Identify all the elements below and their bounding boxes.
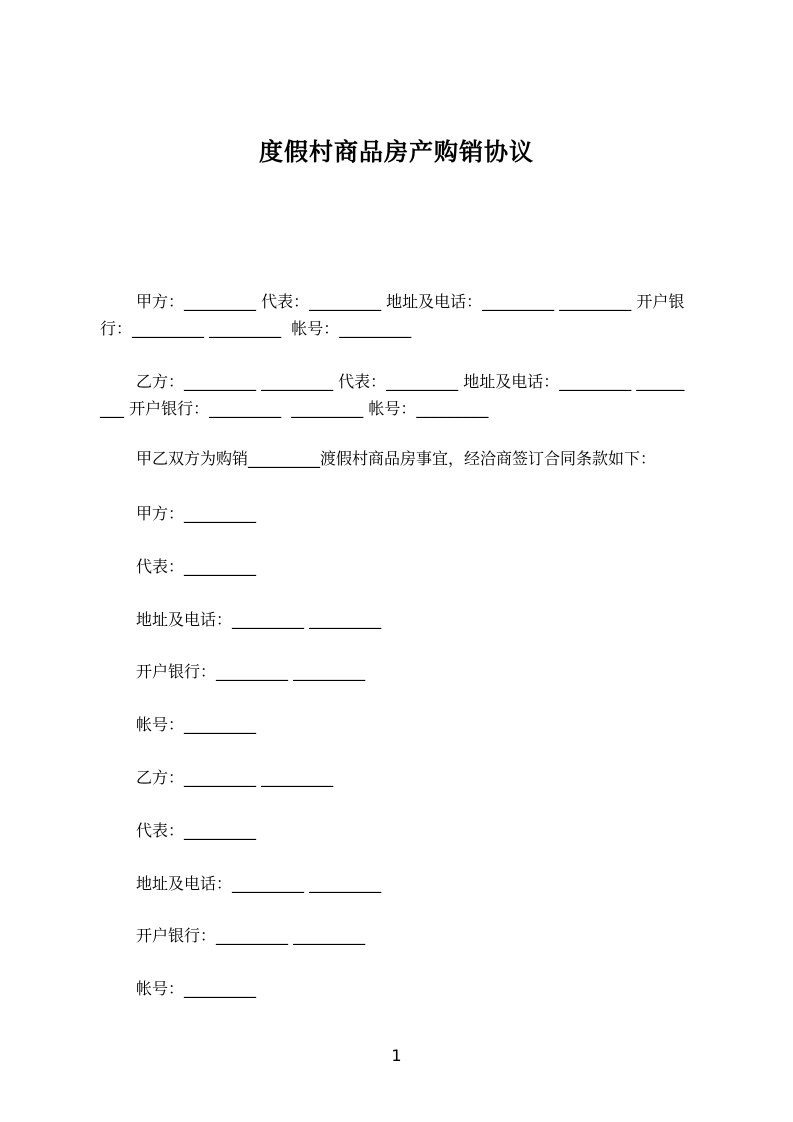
party-b-intro-paragraph xyxy=(100,368,704,422)
field-line-address-phone-b: 地址及电话：_________ _________ xyxy=(136,873,382,893)
party-a-intro-paragraph xyxy=(100,288,704,342)
contract-field-list xyxy=(100,500,704,1028)
party-a-intro-line-1: 甲方：_________ 代表：_________ 地址及电话：_________ _________ 开户银 xyxy=(136,292,685,311)
party-b-intro-line-1: 乙方：_________ _________ 代表：_________ 地址及电话：_________ ______ xyxy=(136,372,685,391)
field-line-bank-b: 开户银行：_________ _________ xyxy=(136,926,366,946)
field-line-representative-a: 代表：_________ xyxy=(136,556,257,576)
agreement-clause-paragraph xyxy=(100,445,704,472)
field-line-bank-a: 开户银行：_________ _________ xyxy=(136,662,366,682)
field-line-party-a: 甲方：_________ xyxy=(136,504,257,523)
page-number: 1 xyxy=(391,1046,402,1065)
field-line-account-b: 帐号：_________ xyxy=(136,979,257,999)
document-title: 度假村商品房产购销协议 xyxy=(259,138,534,166)
field-line-representative-b: 代表：_________ xyxy=(136,820,257,840)
field-line-address-phone-a: 地址及电话：_________ _________ xyxy=(136,609,382,629)
field-line-party-b: 乙方：_________ _________ xyxy=(136,767,334,787)
field-line-account-a: 帐号：_________ xyxy=(136,715,257,735)
party-a-intro-line-2: 行：_________ _________ 帐号：_________ xyxy=(100,319,412,338)
agreement-clause-line: 甲乙双方为购销_________渡假村商品房事宜，经洽商签订合同条款如下： xyxy=(136,449,657,468)
party-b-intro-line-2: ___ 开户银行：_________ _________ 帐号：_________ xyxy=(100,399,489,418)
